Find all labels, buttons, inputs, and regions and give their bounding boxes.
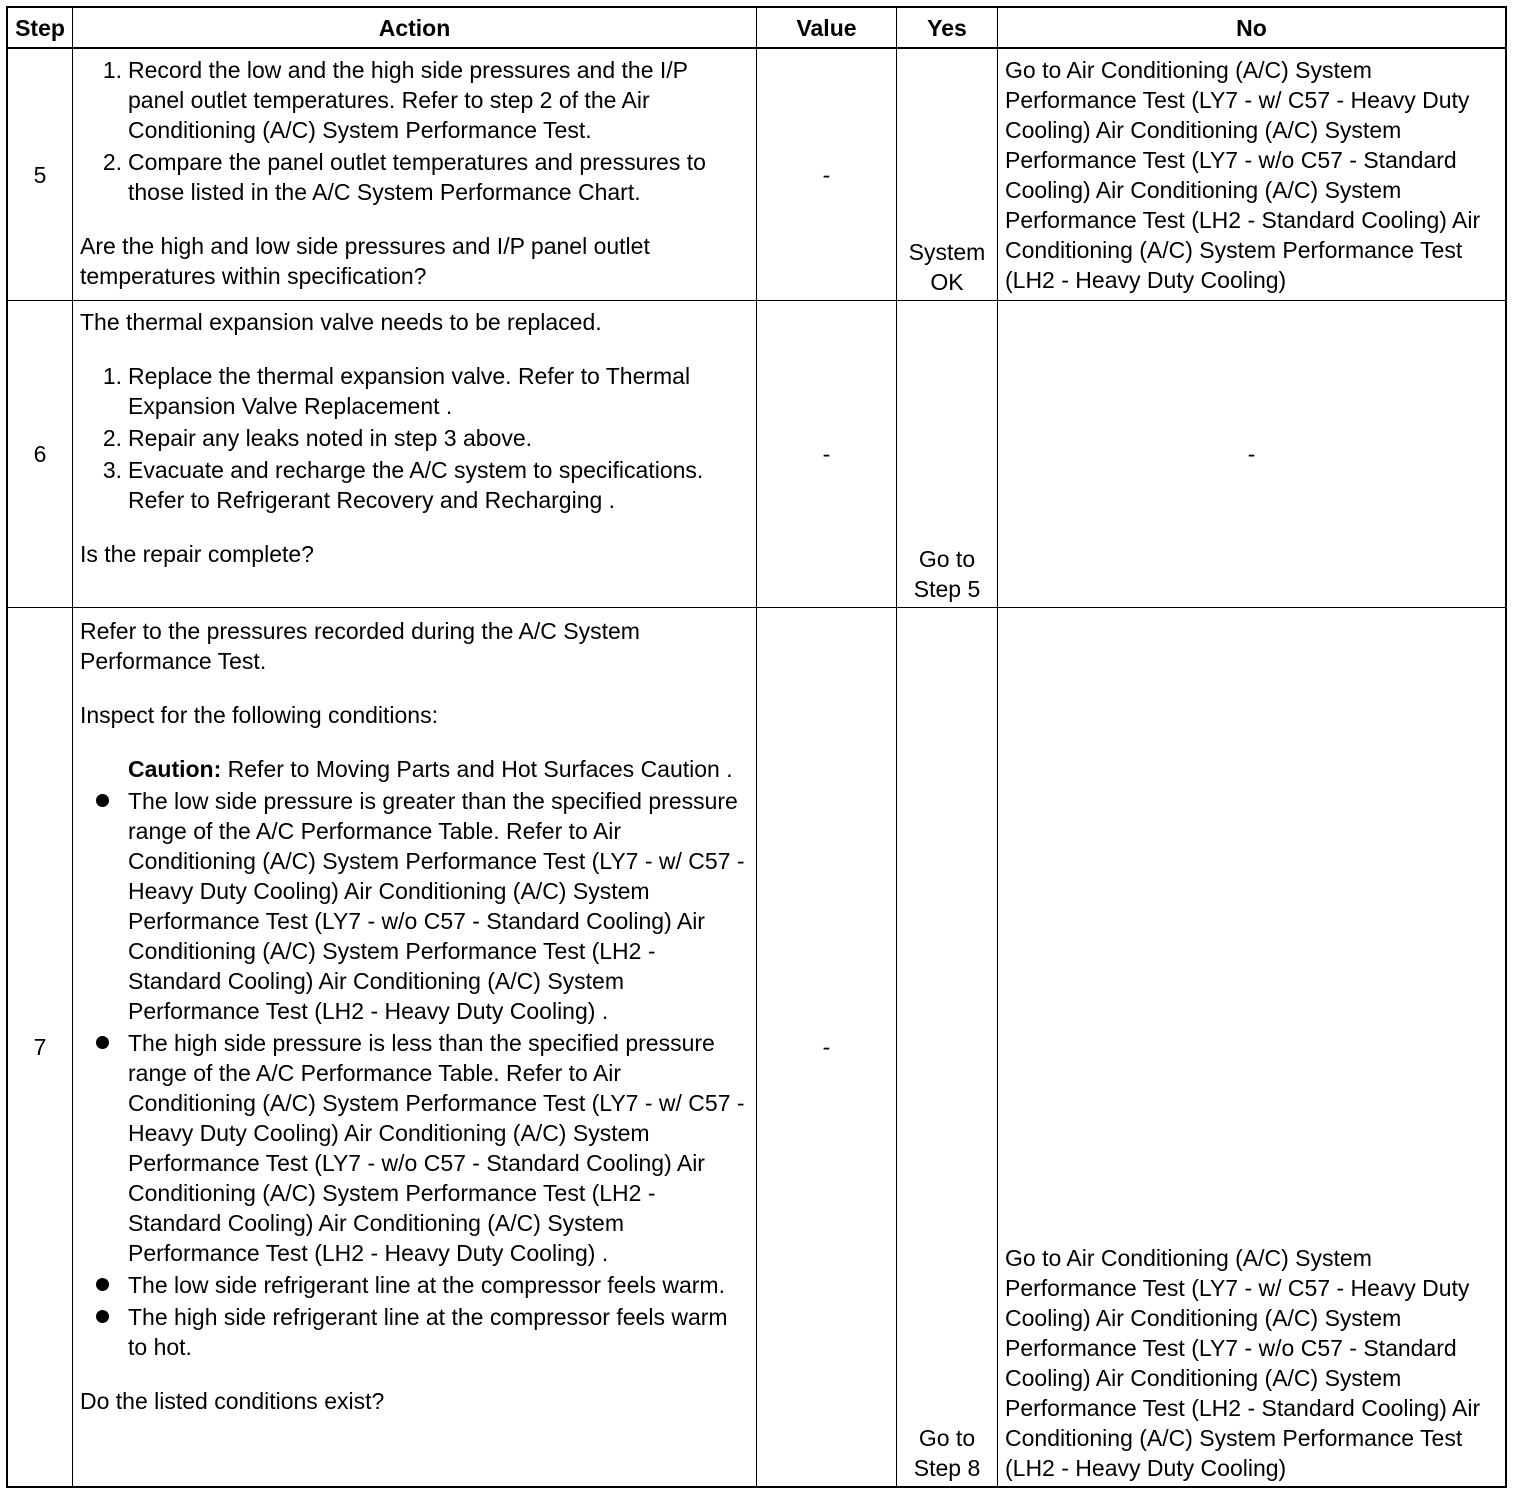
list-item: The low side pressure is greater than the specified pressure range of the A/C Performance Table. Refer to Air Conditioning (A/C) System Performance Test (LY7 - w/ C57 - Heavy Duty Cooling) Air Conditioning (A/C) System Performance Test (LY7 - w/o C57 - Standard Cooling) Air Conditioning (A/C) System Performance Test (LH2 - Standard Cooling) Air Conditioning (A/C) System Performance Test (LH2 - Heavy Duty Cooling) . <box>128 786 750 1026</box>
intro-text: The thermal expansion valve needs to be replaced. <box>80 309 602 335</box>
numbered-list <box>80 361 750 515</box>
intro-text: Refer to the pressures recorded during the A/C System Performance Test. <box>80 618 640 674</box>
header-yes: Yes <box>927 15 967 41</box>
question-text: Is the repair complete? <box>80 541 314 567</box>
question-text: Are the high and low side pressures and I/P panel outlet temperatures within specification? <box>80 233 650 289</box>
list-item: The high side refrigerant line at the compressor feels warm to hot. <box>128 1302 750 1362</box>
caution-label: Caution: <box>128 756 222 782</box>
step-number: 7 <box>33 1034 47 1060</box>
list-item: 3. Evacuate and recharge the A/C system to specifications. Refer to Refrigerant Recovery and Recharging . <box>102 457 704 513</box>
intro-text-2: Inspect for the following conditions: <box>80 702 438 728</box>
bullet-icon <box>96 1310 109 1323</box>
numbered-list <box>80 55 750 207</box>
step-number: 6 <box>33 441 47 467</box>
list-item: The high side pressure is less than the specified pressure range of the A/C Performance Table. Refer to Air Conditioning (A/C) System Performance Test (LY7 - w/ C57 - Heavy Duty Cooling) Air Conditioning (A/C) System Performance Test (LY7 - w/o C57 - Standard Cooling) Air Conditioning (A/C) System Performance Test (LH2 - Standard Cooling) Air Conditioning (A/C) System Performance Test (LH2 - Heavy Duty Cooling) . <box>128 1028 750 1268</box>
yes-cell: Go to Step 5 <box>913 546 981 602</box>
question-text: Do the listed conditions exist? <box>80 1388 385 1414</box>
list-item: 2. Compare the panel outlet temperatures and pressures to those listed in the A/C System Performance Chart. <box>102 149 706 205</box>
no-cell: Go to Air Conditioning (A/C) System Performance Test (LY7 - w/ C57 - Heavy Duty Cooling) Air Conditioning (A/C) System Performance Test (LY7 - w/o C57 - Standard Cooling) Air Conditioning (A/C) System Performance Test (LH2 - Standard Cooling) Air Conditioning (A/C) System Performance Test (LH2 - Heavy Duty Cooling) <box>1005 57 1481 293</box>
yes-cell: Go to Step 8 <box>913 1425 981 1481</box>
action-cell <box>73 301 756 607</box>
value-cell: - <box>822 441 831 467</box>
action-cell <box>73 49 756 300</box>
list-item: 1. Replace the thermal expansion valve. Refer to Thermal Expansion Valve Replacement . <box>102 363 691 419</box>
header-value: Value <box>796 15 857 41</box>
step-number: 5 <box>33 161 47 188</box>
header-action: Action <box>378 15 451 41</box>
action-cell <box>73 608 756 1486</box>
yes-cell: System OK <box>908 239 986 295</box>
bullet-icon <box>96 1278 109 1291</box>
value-cell: - <box>822 161 831 188</box>
bullet-list <box>80 786 750 1362</box>
caution-text: Refer to Moving Parts and Hot Surfaces Caution . <box>221 756 733 782</box>
bullet-icon <box>96 794 109 807</box>
header-step: Step <box>15 15 65 41</box>
list-item: The low side refrigerant line at the compressor feels warm. <box>128 1270 750 1300</box>
caution-note <box>128 754 750 784</box>
header-no: No <box>1236 15 1267 41</box>
no-cell: Go to Air Conditioning (A/C) System Performance Test (LY7 - w/ C57 - Heavy Duty Cooling) Air Conditioning (A/C) System Performance Test (LY7 - w/o C57 - Standard Cooling) Air Conditioning (A/C) System Performance Test (LH2 - Standard Cooling) Air Conditioning (A/C) System Performance Test (LH2 - Heavy Duty Cooling) <box>1005 1245 1481 1481</box>
bullet-icon <box>96 1036 109 1049</box>
value-cell: - <box>822 1034 831 1060</box>
no-cell: - <box>1247 441 1256 467</box>
diagnostic-table <box>6 6 1507 1488</box>
list-item: 1. Record the low and the high side pressures and the I/P panel outlet temperatures. Refer to step 2 of the Air Conditioning (A/C) System Performance Test. <box>102 57 688 143</box>
list-item: 2. Repair any leaks noted in step 3 above. <box>102 425 533 451</box>
